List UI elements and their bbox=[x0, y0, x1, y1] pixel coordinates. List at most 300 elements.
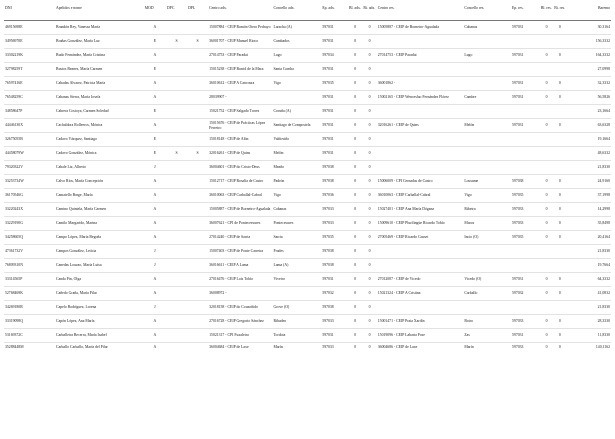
cell-concello-res bbox=[463, 63, 511, 77]
cell-dpl bbox=[187, 119, 208, 133]
cell-dpc bbox=[166, 329, 187, 343]
table-row bbox=[4, 217, 611, 231]
cell-bi-adx: 0 bbox=[368, 137, 371, 142]
cell-ep-res bbox=[511, 35, 540, 49]
cell-centro-res: 27014753 - CEIP Paradai bbox=[377, 53, 417, 58]
cell-centro-adx: 36008972 - bbox=[209, 291, 227, 296]
cell-centro-adx: 15012717 - CEIP Rosalía de Castro bbox=[209, 179, 264, 184]
cell-concello-adx: Sarria bbox=[273, 235, 283, 240]
cell-ep-adx: 597038 bbox=[322, 249, 334, 254]
cell-concello-adx: Viveiro bbox=[273, 277, 285, 282]
cell-bl-adx: 0 bbox=[354, 277, 357, 282]
cell-bi-res: 0 bbox=[558, 277, 561, 282]
cell-mod: E bbox=[153, 67, 157, 72]
cell-nome: Brandón Rey, Vanessa María bbox=[56, 25, 101, 30]
cell-nome: Capón López, Ana María bbox=[56, 319, 95, 324]
cell-dni: 32798259T bbox=[5, 67, 23, 72]
cell-bl-adx: 0 bbox=[354, 193, 357, 198]
cell-ep-adx: 597036 bbox=[322, 193, 334, 198]
cell-bi-adx: 0 bbox=[368, 319, 371, 324]
cell-concello-res bbox=[463, 245, 511, 259]
table-row bbox=[4, 273, 611, 287]
col-header-concello-res: Concello res. bbox=[463, 4, 511, 21]
cell-bl-res bbox=[540, 105, 553, 119]
table-row bbox=[4, 49, 611, 63]
table-row bbox=[4, 161, 611, 175]
cell-concello-adx: Santa Comba bbox=[273, 67, 294, 72]
cell-concello-res: Lugo bbox=[464, 53, 473, 58]
cell-concello-adx bbox=[273, 287, 322, 301]
cell-dpc: S bbox=[175, 151, 178, 156]
cell-mod: A bbox=[153, 344, 157, 349]
cell-nome: Campos González, Leticia bbox=[56, 249, 97, 254]
cell-ep-res: 597031 bbox=[512, 123, 524, 128]
cell-ep-adx: 597034 bbox=[322, 53, 334, 58]
cell-bl-res bbox=[540, 133, 553, 147]
cell-concello-adx: Coruña (A) bbox=[273, 109, 291, 114]
cell-bi-res bbox=[553, 105, 566, 119]
cell-ep-res: 597031 bbox=[512, 53, 524, 58]
cell-dni: 32675055B bbox=[5, 137, 23, 142]
cell-ep-res bbox=[511, 259, 540, 273]
cell-bi-adx: 0 bbox=[368, 249, 371, 254]
col-header-centro-res: Centro res. bbox=[377, 4, 464, 21]
cell-concello-res bbox=[463, 35, 511, 49]
cell-bi-res: 0 bbox=[558, 25, 561, 30]
cell-centro-res: 27005469 - CEIP Ricardo Gasset bbox=[377, 235, 429, 240]
cell-baremo: 30,3164 bbox=[597, 25, 610, 30]
cell-bl-adx: 0 bbox=[354, 123, 357, 128]
cell-dni: 34858647P bbox=[5, 109, 23, 114]
cell-dpc bbox=[166, 175, 187, 189]
cell-ep-adx: 597032 bbox=[322, 291, 334, 296]
table-row bbox=[4, 91, 611, 105]
cell-mod: A bbox=[153, 53, 157, 58]
cell-dpl bbox=[187, 105, 208, 119]
cell-ep-adx: 597031 bbox=[322, 277, 334, 282]
cell-dpl bbox=[187, 273, 208, 287]
cell-mod: A bbox=[153, 333, 157, 338]
cell-concello-res: Vigo bbox=[464, 193, 472, 198]
cell-mod: J bbox=[154, 249, 156, 254]
cell-baremo: 156,3332 bbox=[595, 39, 610, 44]
cell-concello-adx: Pontecesures bbox=[273, 221, 294, 226]
cell-concello-adx: Vigo bbox=[273, 81, 281, 86]
cell-baremo: 27,0998 bbox=[597, 67, 610, 72]
cell-ep-adx: 597033 bbox=[322, 319, 334, 324]
cell-baremo: 21,8330 bbox=[597, 165, 610, 170]
cell-ep-adx: 597038 bbox=[322, 305, 334, 310]
cell-baremo: 63,6328 bbox=[597, 123, 610, 128]
cell-mod: A bbox=[153, 25, 157, 30]
cell-nome: Cañedo Graña, María Pilar bbox=[56, 291, 97, 296]
cell-dpl: S bbox=[196, 39, 199, 44]
cell-ep-adx: 597035 bbox=[322, 81, 334, 86]
cell-bl-adx: 0 bbox=[354, 165, 357, 170]
cell-ep-res bbox=[511, 133, 540, 147]
cell-centro-adx: 36007621 - CPI de Ponteceesures bbox=[209, 221, 261, 226]
cell-baremo: 19,1664 bbox=[597, 137, 610, 142]
cell-centro-adx: 15018148 - CEIP de Alón bbox=[209, 137, 249, 142]
cell-bi-res bbox=[553, 63, 566, 77]
cell-dpc bbox=[166, 231, 187, 245]
cell-dpl bbox=[187, 63, 208, 77]
table-row bbox=[4, 315, 611, 329]
cell-nome: Camilo Margarido, Marina bbox=[56, 221, 97, 226]
cell-centro-res: 36004686 - CEIP de Laxe bbox=[377, 344, 418, 349]
cell-concello-res: Marín bbox=[464, 344, 474, 349]
cell-baremo: 21,8330 bbox=[597, 249, 610, 254]
cell-bl-adx: 0 bbox=[354, 53, 357, 58]
cell-bl-res: 0 bbox=[545, 333, 548, 338]
cell-dni: 46915698E bbox=[5, 25, 23, 30]
cell-mod: A bbox=[153, 81, 157, 86]
cell-concello-adx: Lugo bbox=[273, 53, 282, 58]
cell-dni: 33314565P bbox=[5, 277, 23, 282]
col-header-dpl: DPL bbox=[187, 4, 208, 21]
cell-dpc bbox=[166, 161, 187, 175]
cell-baremo: 24,9160 bbox=[597, 179, 610, 184]
cell-bi-res: 0 bbox=[558, 123, 561, 128]
cell-dpc bbox=[166, 259, 187, 273]
cell-concello-res: Lousame bbox=[464, 179, 479, 184]
cell-ep-adx: 597031 bbox=[322, 123, 334, 128]
cell-nome: Cabadas Alvarez, Patricia María bbox=[56, 81, 106, 86]
cell-bi-adx: 0 bbox=[368, 81, 371, 86]
cell-dpl bbox=[187, 287, 208, 301]
col-header-ep-adx: Ep. adx. bbox=[321, 4, 348, 21]
cell-ep-res: 597031 bbox=[512, 333, 524, 338]
cell-baremo: 20,4164 bbox=[597, 235, 610, 240]
cell-concello-adx: Valdoviño bbox=[273, 137, 290, 142]
cell-concello-adx: Vigo bbox=[273, 193, 281, 198]
cell-bi-res bbox=[553, 133, 566, 147]
cell-dpc bbox=[166, 203, 187, 217]
cell-bi-res bbox=[553, 245, 566, 259]
cell-ep-res: 597032 bbox=[512, 291, 524, 296]
cell-centro-res: 36010063 - CEIP Carballal-Cabral bbox=[377, 193, 431, 198]
cell-ep-adx: 597031 bbox=[322, 137, 334, 142]
cell-mod: A bbox=[153, 123, 157, 128]
cell-mod: A bbox=[153, 277, 157, 282]
cell-concello-adx: Grove (O) bbox=[273, 305, 290, 310]
cell-nome: Camino Quintela, María Carmen bbox=[56, 207, 107, 212]
cell-bi-res: 0 bbox=[558, 221, 561, 226]
col-header-centro-adx: Centro adx. bbox=[208, 4, 272, 21]
cell-ep-adx: 597033 bbox=[322, 207, 334, 212]
table-row bbox=[4, 63, 611, 77]
cell-ep-adx: 597031 bbox=[322, 67, 334, 72]
col-header-bl-adx: Bl. adx. bbox=[348, 4, 362, 21]
cell-bi-res: 0 bbox=[558, 95, 561, 100]
cell-bi-res bbox=[553, 301, 566, 315]
cell-bl-res: 0 bbox=[545, 193, 548, 198]
cell-centro-adx: 36010612 - CEIP A Cancoura bbox=[209, 81, 255, 86]
table-row bbox=[4, 77, 611, 91]
cell-dpl bbox=[187, 217, 208, 231]
cell-bl-adx: 0 bbox=[354, 137, 357, 142]
cell-concello-res bbox=[463, 77, 511, 91]
table-row bbox=[4, 301, 611, 315]
cell-bl-adx: 0 bbox=[354, 95, 357, 100]
cell-centro-adx: 32018158 - CEIP do Couzoñido bbox=[209, 305, 258, 310]
cell-bl-adx: 0 bbox=[354, 249, 357, 254]
cell-bi-adx: 0 bbox=[368, 277, 371, 282]
cell-centro-adx: 15015676 - CEIP de Prácticas López Ferreiro bbox=[209, 121, 266, 130]
cell-concello-res: Ribeira bbox=[464, 207, 476, 212]
cell-dpl bbox=[187, 301, 208, 315]
cell-mod: A bbox=[153, 291, 157, 296]
cell-bl-res: 0 bbox=[545, 53, 548, 58]
cell-bl-adx: 0 bbox=[354, 151, 357, 156]
cell-concello-res bbox=[463, 147, 511, 161]
cell-ep-res bbox=[511, 161, 540, 175]
cell-ep-adx: 597031 bbox=[322, 39, 334, 44]
cell-nome: Camaiello Barge, María bbox=[56, 193, 93, 198]
cell-concello-adx: Ribadeo bbox=[273, 319, 287, 324]
cell-centro-adx: 36010063 - CEIP Carballal-Cabral bbox=[209, 193, 262, 198]
cell-dni: 47361732V bbox=[5, 249, 23, 254]
cell-dni: 33302219K bbox=[5, 53, 23, 58]
cell-bi-adx: 0 bbox=[368, 193, 371, 198]
table-row bbox=[4, 203, 611, 217]
cell-dpc bbox=[166, 49, 187, 63]
cell-dpc bbox=[166, 301, 187, 315]
table-row bbox=[4, 133, 611, 147]
cell-centro-res: 15021324 - CEIP A Cristina bbox=[377, 291, 421, 296]
cell-mod: E bbox=[153, 109, 157, 114]
cell-mod: A bbox=[153, 319, 157, 324]
cell-bl-res: 0 bbox=[545, 277, 548, 282]
cell-bl-res bbox=[540, 259, 553, 273]
cell-baremo: 48,6332 bbox=[597, 151, 610, 156]
cell-dpc bbox=[166, 287, 187, 301]
cell-mod: A bbox=[153, 95, 157, 100]
cell-dni: 33319098Q bbox=[5, 319, 23, 324]
cell-centro-adx: 36016611 - CEIP A Lama bbox=[209, 263, 249, 268]
cell-dpl bbox=[187, 315, 208, 329]
cell-concello-res: Vicedo (O) bbox=[464, 277, 482, 282]
cell-centro-adx: 32016261 - CEIP de Quins bbox=[209, 151, 251, 156]
cell-bi-adx: 0 bbox=[368, 207, 371, 212]
cell-ep-adx: 597035 bbox=[322, 235, 334, 240]
cell-bl-res: 0 bbox=[545, 207, 548, 212]
cell-centro-res bbox=[377, 259, 464, 273]
cell-concello-res: Boiro bbox=[464, 319, 473, 324]
cell-bi-adx: 0 bbox=[368, 95, 371, 100]
cell-bl-adx: 0 bbox=[354, 291, 357, 296]
cell-baremo: 41,0832 bbox=[597, 291, 610, 296]
cell-bl-adx: 0 bbox=[354, 39, 357, 44]
cell-baremo: 64,3332 bbox=[597, 277, 610, 282]
cell-ep-res: 597031 bbox=[512, 95, 524, 100]
cell-bi-adx: 0 bbox=[368, 263, 371, 268]
cell-concello-res: Cabanas bbox=[464, 25, 478, 30]
cell-bi-adx: 0 bbox=[368, 39, 371, 44]
cell-centro-adx: 27016728 - CEIP Gregorio Sánchez bbox=[209, 319, 264, 324]
table-row bbox=[4, 259, 611, 273]
cell-ep-res bbox=[511, 147, 540, 161]
cell-nome: Carballo Carballo, María del Pilar bbox=[56, 344, 108, 349]
cell-bl-adx: 0 bbox=[354, 207, 357, 212]
cell-mod: A bbox=[153, 221, 157, 226]
cell-ep-res: 597033 bbox=[512, 344, 524, 349]
col-header-concello-adx: Concello adx. bbox=[273, 4, 322, 21]
cell-nome: Brañas González, María Luz bbox=[56, 39, 100, 44]
table-row bbox=[4, 231, 611, 245]
cell-centro-res bbox=[377, 105, 464, 119]
cell-ep-adx: 597038 bbox=[322, 263, 334, 268]
table-row bbox=[4, 287, 611, 301]
cell-bl-res: 0 bbox=[545, 344, 548, 349]
cell-nome: Cabale Liz, Alberto bbox=[56, 165, 86, 170]
cell-dni: 33220243X bbox=[5, 207, 23, 212]
cell-dpl bbox=[187, 49, 208, 63]
cell-dpc bbox=[166, 77, 187, 91]
cell-dni: 34269180R bbox=[5, 305, 23, 310]
cell-nome: Canda Pin, Olga bbox=[56, 277, 82, 282]
cell-concello-res bbox=[463, 301, 511, 315]
cell-dpl bbox=[187, 21, 208, 35]
cell-dni: 35288448M bbox=[5, 344, 24, 349]
cell-bi-adx: 0 bbox=[368, 109, 371, 114]
cell-nome: Campo López, María Begoña bbox=[56, 235, 101, 240]
cell-bl-adx: 0 bbox=[354, 109, 357, 114]
cell-bl-adx: 0 bbox=[354, 67, 357, 72]
cell-concello-res: Incio (O) bbox=[464, 235, 479, 240]
cell-ep-res bbox=[511, 105, 540, 119]
cell-dpc bbox=[166, 273, 187, 287]
col-header-bi-res: Bi. res. bbox=[553, 4, 566, 21]
cell-dpl bbox=[187, 189, 208, 203]
cell-bl-adx: 0 bbox=[354, 333, 357, 338]
cell-bl-res bbox=[540, 301, 553, 315]
cell-ep-adx: 597038 bbox=[322, 179, 334, 184]
cell-concello-adx: Marín bbox=[273, 344, 283, 349]
cell-bl-res bbox=[540, 245, 553, 259]
cell-dpc bbox=[166, 217, 187, 231]
cell-bl-res bbox=[540, 161, 553, 175]
cell-centro-res: 32016261 - CEIP de Quins bbox=[377, 123, 419, 128]
cell-centro-adx: 15005887 - CEIP de Borneiro-Agualada bbox=[209, 207, 271, 212]
cell-dpc: S bbox=[175, 39, 178, 44]
cell-centro-adx: 27016476 - CEIP Lois Tobío bbox=[209, 277, 253, 282]
cell-bi-res: 0 bbox=[558, 53, 561, 58]
cell-bl-res bbox=[540, 35, 553, 49]
cell-baremo: 14,2998 bbox=[597, 207, 610, 212]
table-body bbox=[4, 21, 611, 351]
cell-bi-adx: 0 bbox=[368, 333, 371, 338]
cell-nome: Cabrera Costoya, Carmen Soledad bbox=[56, 109, 109, 114]
cell-bi-adx: 0 bbox=[368, 221, 371, 226]
cell-dpc bbox=[166, 315, 187, 329]
cell-concello-adx: Lama (A) bbox=[273, 263, 289, 268]
cell-centro-res bbox=[377, 245, 464, 259]
cell-ep-res bbox=[511, 245, 540, 259]
cell-baremo: 21,8330 bbox=[597, 305, 610, 310]
cell-ep-adx: 597031 bbox=[322, 151, 334, 156]
table-row bbox=[4, 343, 611, 351]
cell-dpl bbox=[187, 203, 208, 217]
cell-centro-adx: 36001707 - CEIP Manuel Rioco bbox=[209, 39, 259, 44]
cell-concello-adx: Laracha (A) bbox=[273, 25, 292, 30]
cell-mod: J bbox=[154, 305, 156, 310]
cell-baremo: 56,5826 bbox=[597, 95, 610, 100]
cell-mod: A bbox=[153, 235, 157, 240]
cell-bl-res: 0 bbox=[545, 95, 548, 100]
cell-baremo: 37,1998 bbox=[597, 193, 610, 198]
cell-bl-adx: 0 bbox=[354, 235, 357, 240]
cell-dpl bbox=[187, 343, 208, 351]
cell-bi-adx: 0 bbox=[368, 53, 371, 58]
cell-centro-res: 15005887 - CEIP de Borneiro-Agualada bbox=[377, 25, 440, 30]
cell-ep-res: 597035 bbox=[512, 235, 524, 240]
cell-baremo: 19,7664 bbox=[597, 263, 610, 268]
cell-bi-adx: 0 bbox=[368, 67, 371, 72]
cell-centro-adx: 15021317 - CPI Fuxaleira bbox=[209, 333, 249, 338]
cell-bl-adx: 0 bbox=[354, 305, 357, 310]
cell-mod: E bbox=[153, 39, 157, 44]
cell-bi-adx: 0 bbox=[368, 151, 371, 156]
cell-dpc bbox=[166, 189, 187, 203]
assignment-table bbox=[4, 4, 611, 351]
cell-concello-adx: Cambados bbox=[273, 39, 290, 44]
cell-dni: 33229190G bbox=[5, 221, 23, 226]
cell-nome: Budo Fernández, María Cristina bbox=[56, 53, 105, 58]
cell-bi-adx: 0 bbox=[368, 165, 371, 170]
cell-bl-res: 0 bbox=[545, 179, 548, 184]
cell-nome: Bustos Beanes, María Carmen bbox=[56, 67, 103, 72]
table-row bbox=[4, 147, 611, 161]
col-header-dni: DNI bbox=[4, 4, 55, 21]
cell-dpl bbox=[187, 259, 208, 273]
cell-baremo: 140,1162 bbox=[595, 344, 610, 349]
cell-bi-adx: 0 bbox=[368, 25, 371, 30]
cell-centro-res bbox=[377, 63, 464, 77]
cell-bl-res bbox=[540, 63, 553, 77]
cell-bl-adx: 0 bbox=[354, 179, 357, 184]
cell-dpc bbox=[166, 119, 187, 133]
cell-dpl bbox=[187, 245, 208, 259]
cell-ep-adx: 597038 bbox=[322, 165, 334, 170]
cell-nome: Carballeira Becerra, María Isabel bbox=[56, 333, 107, 338]
cell-concello-adx: Frades bbox=[273, 249, 284, 254]
cell-baremo: 28,3330 bbox=[597, 319, 610, 324]
cell-bi-res bbox=[553, 35, 566, 49]
cell-concello-res bbox=[463, 133, 511, 147]
cell-centro-adx: 36004601 - CEIP do Cristo-Deus bbox=[209, 165, 260, 170]
cell-ep-adx: 597031 bbox=[322, 95, 334, 100]
cell-concello-res: Carballo bbox=[464, 291, 478, 296]
cell-centro-adx: 15021752 - CEIP Salgado Torres bbox=[209, 109, 260, 114]
cell-ep-res: 597031 bbox=[512, 25, 524, 30]
cell-dni: 36170546G bbox=[5, 193, 23, 198]
cell-bl-res: 0 bbox=[545, 221, 548, 226]
cell-concello-adx: Santiago de Compostela bbox=[273, 123, 311, 128]
cell-mod: A bbox=[153, 207, 157, 212]
cell-baremo: 164,3332 bbox=[595, 53, 610, 58]
cell-centro-res: 27012087 - CEIP de Vicedo bbox=[377, 277, 421, 282]
col-header-nome: Apelidos e nome bbox=[55, 4, 144, 21]
cell-dpc bbox=[166, 133, 187, 147]
cell-bl-adx: 0 bbox=[354, 344, 357, 349]
cell-centro-res: 36001862 - bbox=[377, 81, 396, 86]
cell-bl-adx: 0 bbox=[354, 263, 357, 268]
cell-bl-res: 0 bbox=[545, 291, 548, 296]
cell-concello-adx: Melón bbox=[273, 151, 284, 156]
cell-nome: Canedas Louzao, María Luisa bbox=[56, 263, 102, 268]
table-row bbox=[4, 329, 611, 343]
